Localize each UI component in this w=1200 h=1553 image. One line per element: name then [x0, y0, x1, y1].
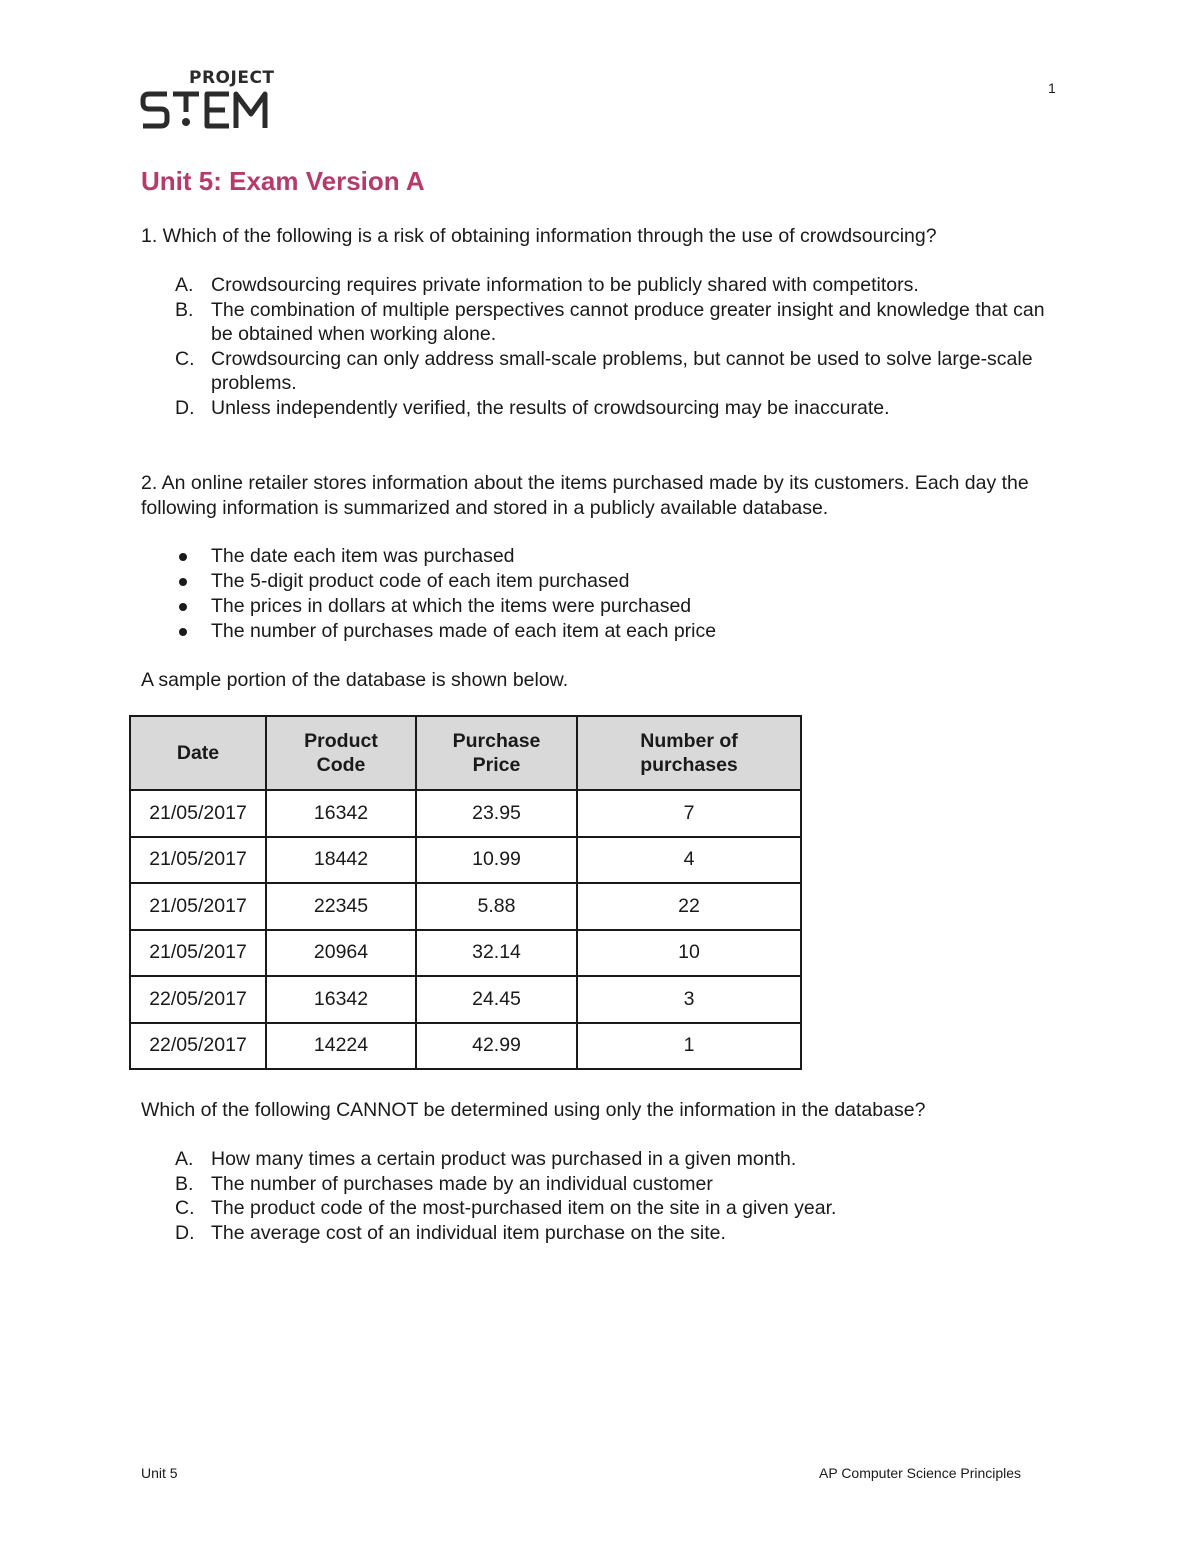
option-text: The number of purchases made by an individual customer	[211, 1172, 713, 1195]
option-text: Unless independently verified, the results of crowdsourcing may be inaccurate.	[211, 396, 890, 419]
q2-option-a[interactable]	[175, 1147, 1065, 1172]
header-purchase-price: Purchase Price	[416, 716, 577, 790]
bullet-item	[175, 594, 1065, 619]
table-cell: 1	[577, 1023, 801, 1070]
q1-option-a[interactable]	[175, 273, 1065, 298]
table-cell: 22/05/2017	[130, 1023, 266, 1070]
table-cell: 21/05/2017	[130, 790, 266, 837]
option-label: D.	[175, 396, 195, 419]
bullet-icon	[179, 553, 187, 561]
project-stem-logo	[140, 68, 275, 134]
table-cell: 21/05/2017	[130, 930, 266, 977]
bullet-text: The prices in dollars at which the items were purchased	[211, 595, 692, 617]
logo-project-text: PROJECT	[189, 68, 275, 88]
option-label: C.	[175, 347, 195, 370]
table-cell: 22	[577, 883, 801, 930]
table-cell: 16342	[266, 976, 416, 1023]
option-label: A.	[175, 1148, 194, 1170]
footer-course: AP Computer Science Principles	[819, 1465, 1022, 1481]
table-cell: 16342	[266, 790, 416, 837]
q1-option-c[interactable]	[175, 347, 1065, 396]
table-cell: 21/05/2017	[130, 883, 266, 930]
table-cell: 3	[577, 976, 801, 1023]
q2-option-c[interactable]	[175, 1196, 1065, 1221]
question-2-prompt: Which of the following CANNOT be determined using only the information in the database?	[141, 1099, 926, 1121]
bullet-icon	[179, 578, 187, 586]
table-row	[130, 837, 801, 884]
logo-stem-wordmark	[140, 88, 268, 132]
option-label: A.	[175, 274, 194, 296]
table-cell: 5.88	[416, 883, 577, 930]
table-row	[130, 1023, 801, 1070]
option-label: B.	[175, 298, 194, 321]
q1-option-b[interactable]	[175, 298, 1065, 347]
sample-intro-text: A sample portion of the database is shown below.	[141, 669, 569, 691]
table-cell: 4	[577, 837, 801, 884]
database-table	[129, 715, 802, 1070]
bullet-text: The date each item was purchased	[211, 545, 515, 567]
header-date: Date	[130, 716, 266, 790]
option-label: D.	[175, 1221, 195, 1244]
header-number-of-purchases: Number of purchases	[577, 716, 801, 790]
question-1-text: 1. Which of the following is a risk of obtaining information through the use of crowdsourcing?	[141, 225, 937, 247]
option-text: Crowdsourcing requires private information to be publicly shared with competitors.	[211, 274, 919, 296]
option-text: The average cost of an individual item purchase on the site.	[211, 1221, 726, 1244]
bullet-text: The 5-digit product code of each item purchased	[211, 570, 630, 592]
option-text: The product code of the most-purchased item on the site in a given year.	[211, 1197, 837, 1219]
header-product-code: Product Code	[266, 716, 416, 790]
table-body	[130, 790, 801, 1069]
q1-option-d[interactable]	[175, 396, 1065, 421]
table-cell: 32.14	[416, 930, 577, 977]
bullet-icon	[179, 603, 187, 611]
table-cell: 20964	[266, 930, 416, 977]
question-1-options	[175, 273, 1065, 420]
table-cell: 24.45	[416, 976, 577, 1023]
page-number: 1	[1048, 80, 1056, 96]
q2-option-b[interactable]	[175, 1172, 1065, 1197]
table-cell: 42.99	[416, 1023, 577, 1070]
table-cell: 14224	[266, 1023, 416, 1070]
table-row	[130, 930, 801, 977]
table-row	[130, 976, 801, 1023]
table-cell: 10	[577, 930, 801, 977]
exam-title: Unit 5: Exam Version A	[141, 166, 425, 196]
bullet-item	[175, 569, 1065, 594]
table-cell: 21/05/2017	[130, 837, 266, 884]
bullet-item	[175, 619, 1065, 644]
question-2-options	[175, 1147, 1065, 1245]
question-2-text: 2. An online retailer stores information about the items purchased made by its customers. Each day the following information is summarized and stored in a publicly available database.	[141, 472, 1029, 519]
option-label: C.	[175, 1197, 195, 1219]
bullet-icon	[179, 628, 187, 636]
table-header-row	[130, 716, 801, 790]
footer-unit: Unit 5	[141, 1465, 178, 1481]
option-text: How many times a certain product was purchased in a given month.	[211, 1148, 797, 1170]
table-cell: 18442	[266, 837, 416, 884]
table-cell: 10.99	[416, 837, 577, 884]
table-cell: 22345	[266, 883, 416, 930]
option-label: B.	[175, 1172, 194, 1195]
q2-option-d[interactable]	[175, 1221, 1065, 1246]
bullet-text: The number of purchases made of each item at each price	[211, 620, 717, 642]
table-cell: 23.95	[416, 790, 577, 837]
table-row	[130, 790, 801, 837]
table-cell: 7	[577, 790, 801, 837]
bullet-item	[175, 544, 1065, 569]
logo-stem-text: STEM	[140, 88, 143, 89]
option-text: Crowdsourcing can only address small-scale problems, but cannot be used to solve large-scale problems.	[211, 347, 1033, 394]
table-cell: 22/05/2017	[130, 976, 266, 1023]
option-text: The combination of multiple perspectives cannot produce greater insight and knowledge that can be obtained when working alone.	[211, 298, 1045, 345]
question-2-bullet-list	[175, 544, 1065, 644]
table-row	[130, 883, 801, 930]
